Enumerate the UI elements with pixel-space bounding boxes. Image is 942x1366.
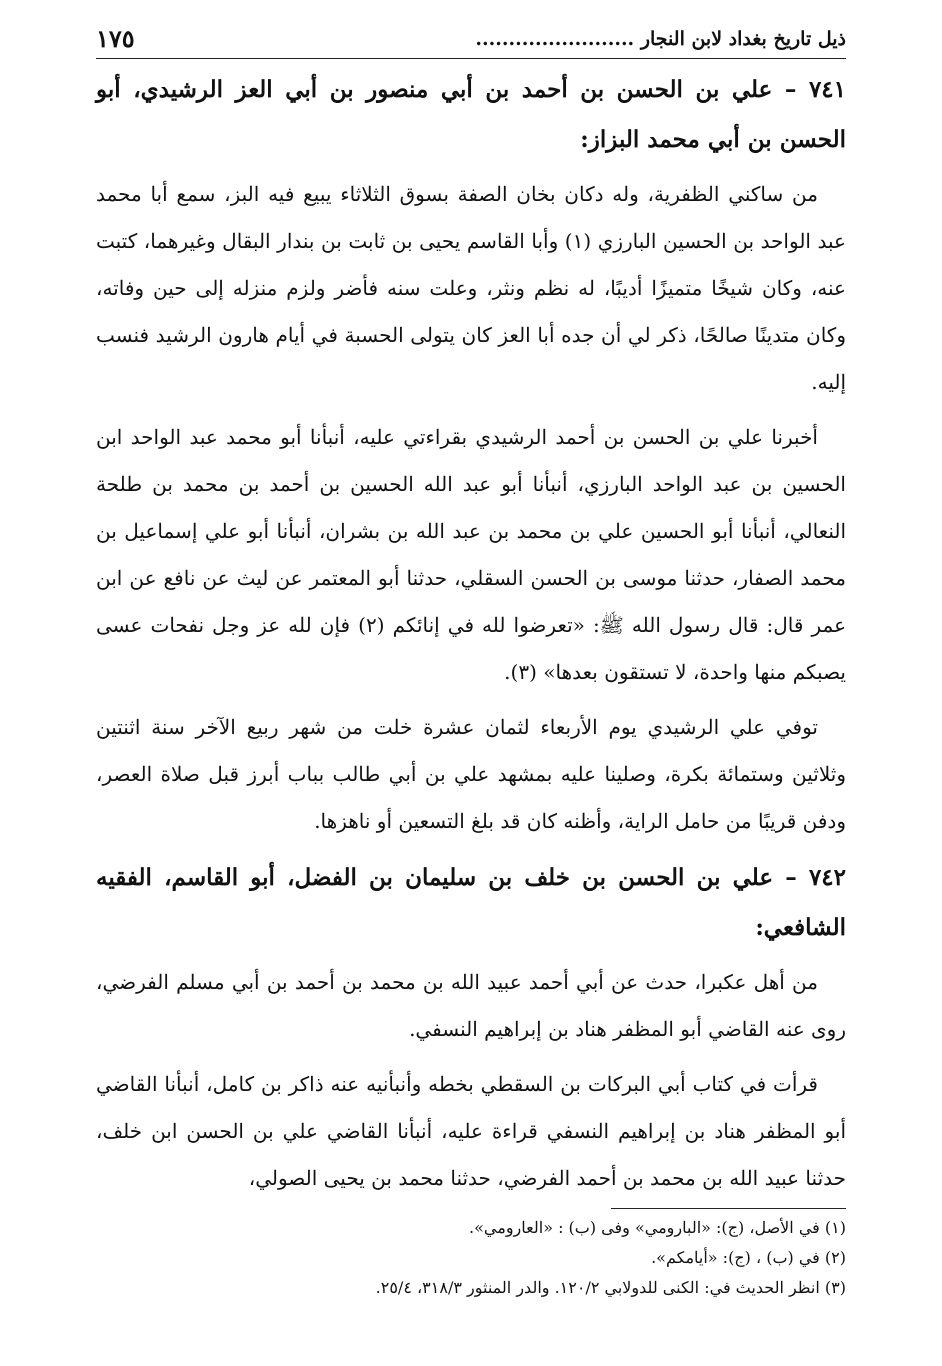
dot-leader: ........................ — [475, 28, 635, 50]
footnote: (٢) في (ب) ، (ج): «أيامكم». — [651, 1248, 846, 1267]
footnote: (٣) انظر الحديث في: الكنى للدولابي ١٢٠/٢. والدر المنثور ٣١٨/٣، ٢٥/٤. — [375, 1278, 846, 1297]
entry-paragraph: من أهل عكبرا، حدث عن أبي أحمد عبيد الله بن محمد بن أحمد بن أبي مسلم الفرضي، روى عنه القاضي أبو المظفر هناد بن إبراهيم النسفي. — [96, 970, 846, 1041]
entry-paragraph: أخبرنا علي بن الحسن بن أحمد الرشيدي بقراءتي عليه، أنبأنا أبو محمد عبد الواحد ابن الحسين بن عبد الواحد البارزي، أنبأنا أبو عبد الله الحسين بن أحمد بن محمد بن طلحة النعالي، أنبأنا أبو الحسين علي بن محمد بن عبد الله بن بشران، أنبأنا أبو علي إسماعيل بن محمد الصفار، حدثنا موسى بن الحسن السقلي، حدثنا أبو المعتمر عن ليث عن نافع عن ابن عمر قال: قال رسول الله ﷺ: «تعرضوا لله في إنائكم (٢) فإن لله عز وجل نفحات عسى يصبكم منها واحدة، لا تستقون بعدها» (٣). — [96, 425, 847, 684]
book-title: ذيل تاريخ بغداد لابن النجار — [640, 28, 846, 50]
footnote-divider — [611, 1208, 846, 1209]
footnote: (١) في الأصل، (ج): «البارومي» وفى (ب) : «العارومي». — [469, 1218, 846, 1237]
running-head — [96, 22, 846, 59]
page-number: ١٧٥ — [96, 24, 135, 53]
entry-paragraph: قرأت في كتاب أبي البركات بن السقطي بخطه وأنبأنيه عنه ذاكر بن كامل، أنبأنا القاضي أبو المظفر هناد بن إبراهيم النسفي قراءة عليه، أنبأنا القاضي علي بن الحسن ابن خلف، حدثنا عبيد الله بن محمد بن أحمد الفرضي، حدثنا محمد بن يحيى الصولي، — [96, 1072, 846, 1190]
entry-heading: ٧٤١ – علي بن الحسن بن أحمد بن أبي منصور بن أبي العز الرشيدي، أبو الحسن بن أبي محمد البزاز: — [96, 76, 846, 153]
footnotes — [96, 1213, 846, 1303]
running-head-title — [475, 22, 846, 56]
entry-741 — [96, 65, 846, 845]
entry-paragraph: من ساكني الظفرية، وله دكان بخان الصفة بسوق الثلاثاء يبيع فيه البز، سمع أبا محمد عبد الواحد بن الحسين البارزي (١) وأبا القاسم يحيى بن ثابت بن بندار البقال وغيرهما، كتبت عنه، وكان شيخًا متميزًا أديبًا، له نظم ونثر، وعلت سنه فأضر ولزم منزله إلى حين وفاته، وكان متدينًا صالحًا، ذكر لي أن جده أبا العز كان يتولى الحسبة في أيام هارون الرشيد فنسب إليه. — [96, 182, 846, 394]
entry-paragraph: توفي علي الرشيدي يوم الأربعاء لثمان عشرة خلت من شهر ربيع الآخر سنة اثنتين وثلاثين وستمائة بكرة، وصلينا عليه بمشهد علي بن أبي طالب بباب أبرز قبل صلاة العصر، ودفن قريبًا من حامل الراية، وأظنه كان قد بلغ التسعين أو ناهزها. — [96, 715, 846, 833]
book-page — [96, 22, 846, 1303]
entry-742 — [96, 853, 846, 1202]
entry-heading: ٧٤٢ – علي بن الحسن بن خلف بن سليمان بن الفضل، أبو القاسم، الفقيه الشافعي: — [96, 864, 846, 941]
